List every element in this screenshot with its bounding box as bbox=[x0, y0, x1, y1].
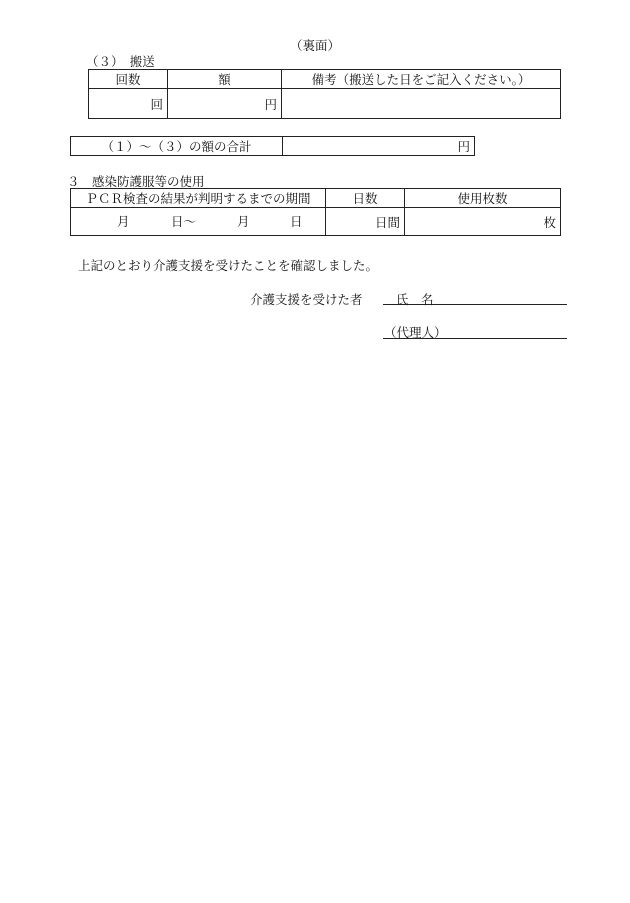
start-day-unit: 日～ bbox=[171, 214, 197, 229]
proxy-signature-line[interactable] bbox=[383, 338, 567, 339]
count-header: 回数 bbox=[89, 70, 168, 89]
proxy-label: （代理人） bbox=[384, 325, 447, 340]
page-side-label: （裏面） bbox=[289, 38, 340, 53]
start-month-unit: 月 bbox=[117, 214, 130, 229]
days-header: 日数 bbox=[326, 189, 405, 208]
infection-table bbox=[70, 188, 561, 236]
sheets-cell[interactable] bbox=[405, 208, 561, 236]
infection-section-heading: ３ 感染防護服等の使用 bbox=[67, 174, 205, 189]
total-amount-cell[interactable] bbox=[283, 137, 475, 156]
days-unit: 日間 bbox=[374, 214, 400, 230]
period-header: ＰＣＲ検査の結果が判明するまでの期間 bbox=[71, 189, 326, 208]
end-day-unit: 日 bbox=[290, 214, 303, 229]
infection-row bbox=[71, 208, 561, 236]
total-label: （１）～（３）の額の合計 bbox=[71, 137, 283, 156]
days-cell[interactable] bbox=[326, 208, 405, 236]
sheets-unit: 枚 bbox=[543, 214, 556, 230]
infection-header-row bbox=[71, 189, 561, 208]
amount-header: 額 bbox=[168, 70, 282, 89]
amount-cell[interactable] bbox=[168, 89, 282, 119]
total-row bbox=[71, 137, 475, 156]
signature-line[interactable] bbox=[383, 304, 567, 305]
count-unit: 回 bbox=[150, 96, 163, 112]
section-transport-heading: （３） 搬送 bbox=[86, 54, 155, 69]
total-unit: 円 bbox=[457, 139, 470, 154]
period-cell[interactable] bbox=[71, 208, 326, 236]
end-month-unit: 月 bbox=[237, 214, 250, 229]
recipient-label: 介護支援を受けた者 bbox=[250, 292, 363, 307]
confirmation-statement: 上記のとおり介護支援を受けたことを確認しました。 bbox=[78, 258, 379, 273]
remarks-header: 備考（搬送した日をご記入ください。） bbox=[282, 70, 561, 89]
transport-header-row bbox=[89, 70, 561, 89]
amount-unit: 円 bbox=[264, 96, 277, 112]
remarks-cell[interactable] bbox=[282, 89, 561, 119]
sheets-header: 使用枚数 bbox=[405, 189, 561, 208]
transport-row bbox=[89, 89, 561, 119]
count-cell[interactable] bbox=[89, 89, 168, 119]
name-label: 氏 名 bbox=[396, 292, 434, 307]
transport-table bbox=[88, 69, 561, 119]
total-table bbox=[70, 136, 475, 156]
